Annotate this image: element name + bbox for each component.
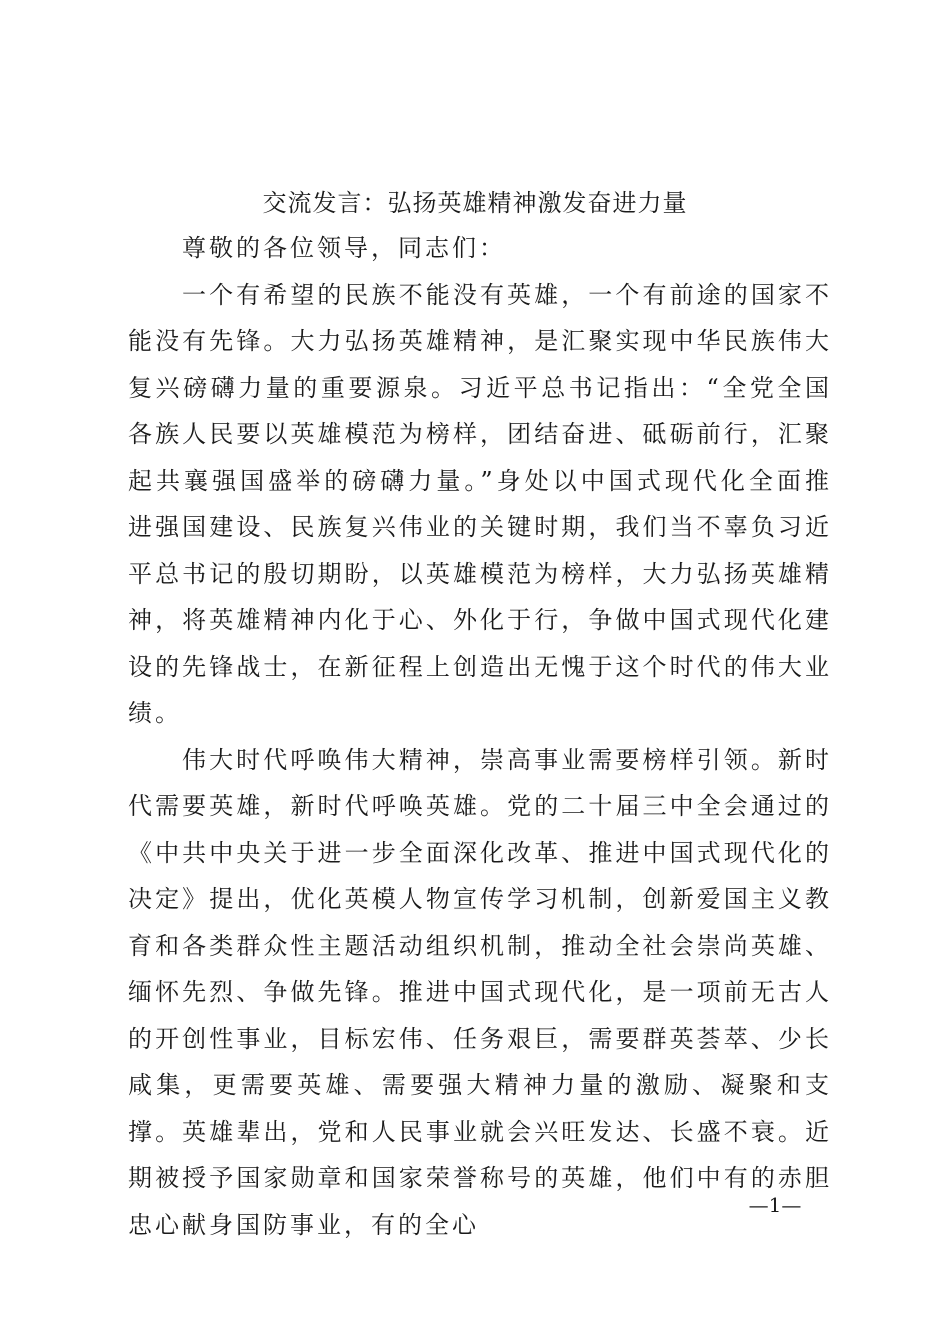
- page-number: —1—: [748, 1193, 802, 1217]
- paragraph-2: 伟大时代呼唤伟大精神，崇高事业需要榜样引领。新时代需要英雄，新时代呼唤英雄。党的二十届三中全会通过的《中共中央关于进一步全面深化改革、推进中国式现代化的决定》提出，优化英模人物宣传学习机制，创新爱国主义教育和各类群众性主题活动组织机制，推动全社会崇尚英雄、缅怀先烈、争做先锋。推进中国式现代化，是一项前无古人的开创性事业，目标宏伟、任务艰巨，需要群英荟萃、少长咸集，更需要英雄、需要强大精神力量的激励、凝聚和支撑。英雄辈出，党和人民事业就会兴旺发达、长盛不衰。近期被授予国家勋章和国家荣誉称号的英雄，他们中有的赤胆忠心献身国防事业，有的全心: [128, 745, 832, 1239]
- document-title: 交流发言：弘扬英雄精神激发奋进力量: [262, 189, 688, 217]
- salutation: 尊敬的各位领导，同志们：: [182, 234, 506, 262]
- document-body: [128, 225, 832, 1248]
- paragraph-1: 一个有希望的民族不能没有英雄，一个有前途的国家不能没有先锋。大力弘扬英雄精神，是汇聚实现中华民族伟大复兴磅礴力量的重要源泉。习近平总书记指出：“全党全国各族人民要以英雄模范为榜样，团结奋进、砥砺前行，汇聚起共襄强国盛举的磅礴力量。”身处以中国式现代化全面推进强国建设、民族复兴伟业的关键时期，我们当不辜负习近平总书记的殷切期盼，以英雄模范为榜样，大力弘扬英雄精神，将英雄精神内化于心、外化于行，争做中国式现代化建设的先锋战士，在新征程上创造出无愧于这个时代的伟大业绩。: [128, 280, 832, 727]
